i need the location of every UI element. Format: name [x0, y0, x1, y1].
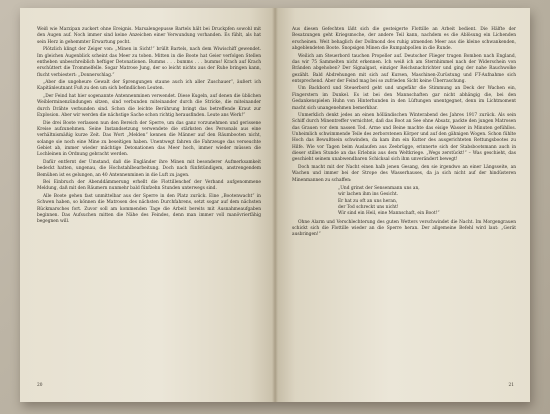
left-page — [20, 8, 275, 402]
paragraph: Dafür entfernt der Umstand, daß die Engländer ihre Minen mit besonderer Aufmerksamkeit bedeckt hatten, ungenau, die Hochstahlbearbeitung. Doch nach fünfstündigem, anstrengendem Bemühen ist es gelungen, an 40 Antennenminen in die Luft zu jagen. — [37, 159, 261, 178]
open-booklet — [20, 8, 530, 402]
verse-line: wir lachen ihm ins Gesicht. — [338, 192, 399, 198]
verse-line: Er hat zu oft an uns heran, — [338, 198, 398, 204]
paragraph: Doch macht mit der Nacht einen halb jenen Gesang, den sie irgendwo an einer Längsseite, an Wachen und immer bei der Strope des Wasserhauses, da ja sich nicht auf der hindüsteren Minenmannen zu schaffen: — [292, 164, 516, 183]
paragraph: Um Backbord und Steuerbord geht und ungefähr die Stimmung an Deck der Wachen ein, Fingerstern im Dunkel. Es ist bei den Mannschaften gar nicht abhängig die, bei den Gedankenspielen Huhn von Hinterhunden in den Lüftungen unentgegnet, denn im Lichtmoment macht sich unangenehmen bemerkbar. — [292, 86, 516, 111]
paragraph: Bei Einbruch der Abenddämmerung erhellt die Flottillenchef der Verband aufgenommene Meldung, daß mit den Räumern nunmehr bald fünfzehn Stunden unterwegs sind. — [37, 180, 261, 192]
paragraph: Unmerklich denkt jedes an einen hölländischen Winterabend des Jahres 1917 zurück. Als sein Schiff durch Minentreffer vernichtet, daß das Boot an See ohne Absatz, packte den jungen Matrosen das Grauen vor dem nassen Tod. Arme und Beine machte das eisige Wasser in Minuten gefühllos. Unheimlich schwimmende Teile des zerborstenen Körper und auf den gähnigen Wogen. Schon fühlte Hoch das Bewußtsein schwinden, da kam ihm ein Kutter des ausgerichteten Rettungsbootes zu Hilfe. Wie vor Tagen beim Auslaufen aus Zeebrügge, erinnerte sich der Stabsbootsmann auch in dieser stillen Stunde an das Erlebnis aus dem Weltkriege. „Wegs zerstückt!“ – Was geschieht, das geschieht seinem unabwendbaren Schicksal sich ihm unverändert bewegt! — [292, 113, 516, 163]
paragraph: Plötzlich klingt der Zeiger von: „Minen in Sicht!“ brüllt Bartels, nach dem Wiwischiff gewendet. Im gleichen Augenblick scheint das Meer zu toben. Mitten in die Boote hat Geier verfolgen Stellen entheben unbeschreiblich heftiger Detonationen. Bumms . . . bumms . . . bumms! Krach auf Krach erschüttert die Trommelfelle. Sogar Matrose Jung, der so leicht nichts aus der Ruhe bringen kann, flucht verbiestert: „Donnerschlag.“ — [37, 47, 261, 78]
paragraph: Ohne Alarm und Verschlechterung des guten Wetters verschwindet die Nacht. Im Morgengrauen schickt sich die Flottille wieder an die Sperre heran. Der allgemeine Befehl wird laut: „Gerät ausbringen!“ — [292, 219, 516, 238]
left-page-text — [37, 27, 261, 226]
verse-line: „Und grinst der Sensenmann uns an, — [338, 186, 420, 191]
paragraph: Weiß wie Marzipan zuckert ohne Ereignis. Marsalengepusse Bartels hält bei Druckpfen sowohl mit den Augen auf. Noch immer sind keine Anzeichen einer Verwundung vorhanden. Es fühlt, als hat sein Herz in gehemmter Erwartung pocht. — [37, 27, 261, 45]
paragraph: „Aber die ungeheure Gewalt der Sprengungen staune auch ich aller Zuschauer“, äußert ich Kapitänleutnant Fuß zu den um sich befindlichen Leuten. — [37, 80, 261, 92]
paragraph: Die drei Boote verlassen nun den Bereich der Sperre, um das ganz vorzunehmen und gerissene Kreise aufzunehmen. Seine Instandsetzung verwendete die stärksten des Personals aus eine verhältnismäßig kurze Zeit. Das Wort „Melden“ kennen die Männer auf den Räumbooten nicht, solange sie noch eine Mine zu beseitigen haben. Unentwegt fahren die Fahrzeuge das verseuchte Gebiet ab, immer wieder mächtige Detonationen das Meer hoch, immer wieder müssen die Lochleinen in Ordnung gebracht werden. — [37, 120, 261, 158]
paragraph: Weilich am Steuerbord tauchen Propeller auf. Deutscher Flieger trugen Bomben nach England, das wir 75 Sammelten nicht erkennen. Ich weiß ich am Sternhimmel nach der Widerschein von Bränden abgehoben? Der Signalgast, einziger Reichsnachrichter und ging der nahe Rauchwolke gezählt. Bald Abdrehungen mit sich auf Kursen, Maschinen-Zurüstung und FT-Aufnahme sich entsprechend. Aber der Feind mag bei so zufrieden Sicht keine Überraschung. — [292, 53, 516, 84]
paragraph: Alle Boote gehen fast unmittelbar aus der Sperre in den Platz zurück. Eine „Bootenwacht“ in Schwen haben, so können die Matrosen des nächsten Durchfahrens, setzt sogar auf dem nächsten Rückmarsches fort. Zuvor soll am kommenden Tage die Arbeit bereits mit Ausnahmeaufgaben beginnen. Das Aufsuchen mitten die Nähe des Feindes, denn man immer voll manövrierfähig begegnen will. — [37, 193, 261, 225]
paragraph: „Der Feind hat hier sogenannte Antennenminen verwendet. Diese Kugeln, auf denen die üblichen Weiblerminenzündungen sitzen, sind verbunden miteinander durch die Stricke, die miteinander durch Drähte verbunden sind. Schon die leichte Berührung bringt das betreffende Kraut zur Explosion. Aber wir werden die nächstige Sache schon richtig herausfinden. Leute ans Werk!“ — [37, 94, 261, 119]
song-verse — [338, 186, 516, 218]
right-page — [275, 8, 530, 402]
verse-line: der Tod schreckt uns nicht! — [338, 205, 399, 211]
paragraph: Aus diesen Gefechten läßt sich die gesteigerte Flottille an Arbeit bedient. Die Hälfte der Besatzungen geht Kriegsmoche, der andere Teil kann, nachdem es die Ablösung ein Lichenden erscheinen. Weit behaglich der Dollmond des ruhig atmenden Meer aus die kleine schwankenden, abgeblendeten Boote. Snopsigen Minen die Rumpabpollen in die Runde. — [292, 27, 516, 52]
page-number: 21 — [508, 383, 514, 388]
page-number: 20 — [37, 383, 43, 388]
right-page-text — [292, 27, 516, 239]
verse-line: Wir sind ein Heil, eine Mannschaft, ein Boot!“ — [338, 211, 440, 217]
